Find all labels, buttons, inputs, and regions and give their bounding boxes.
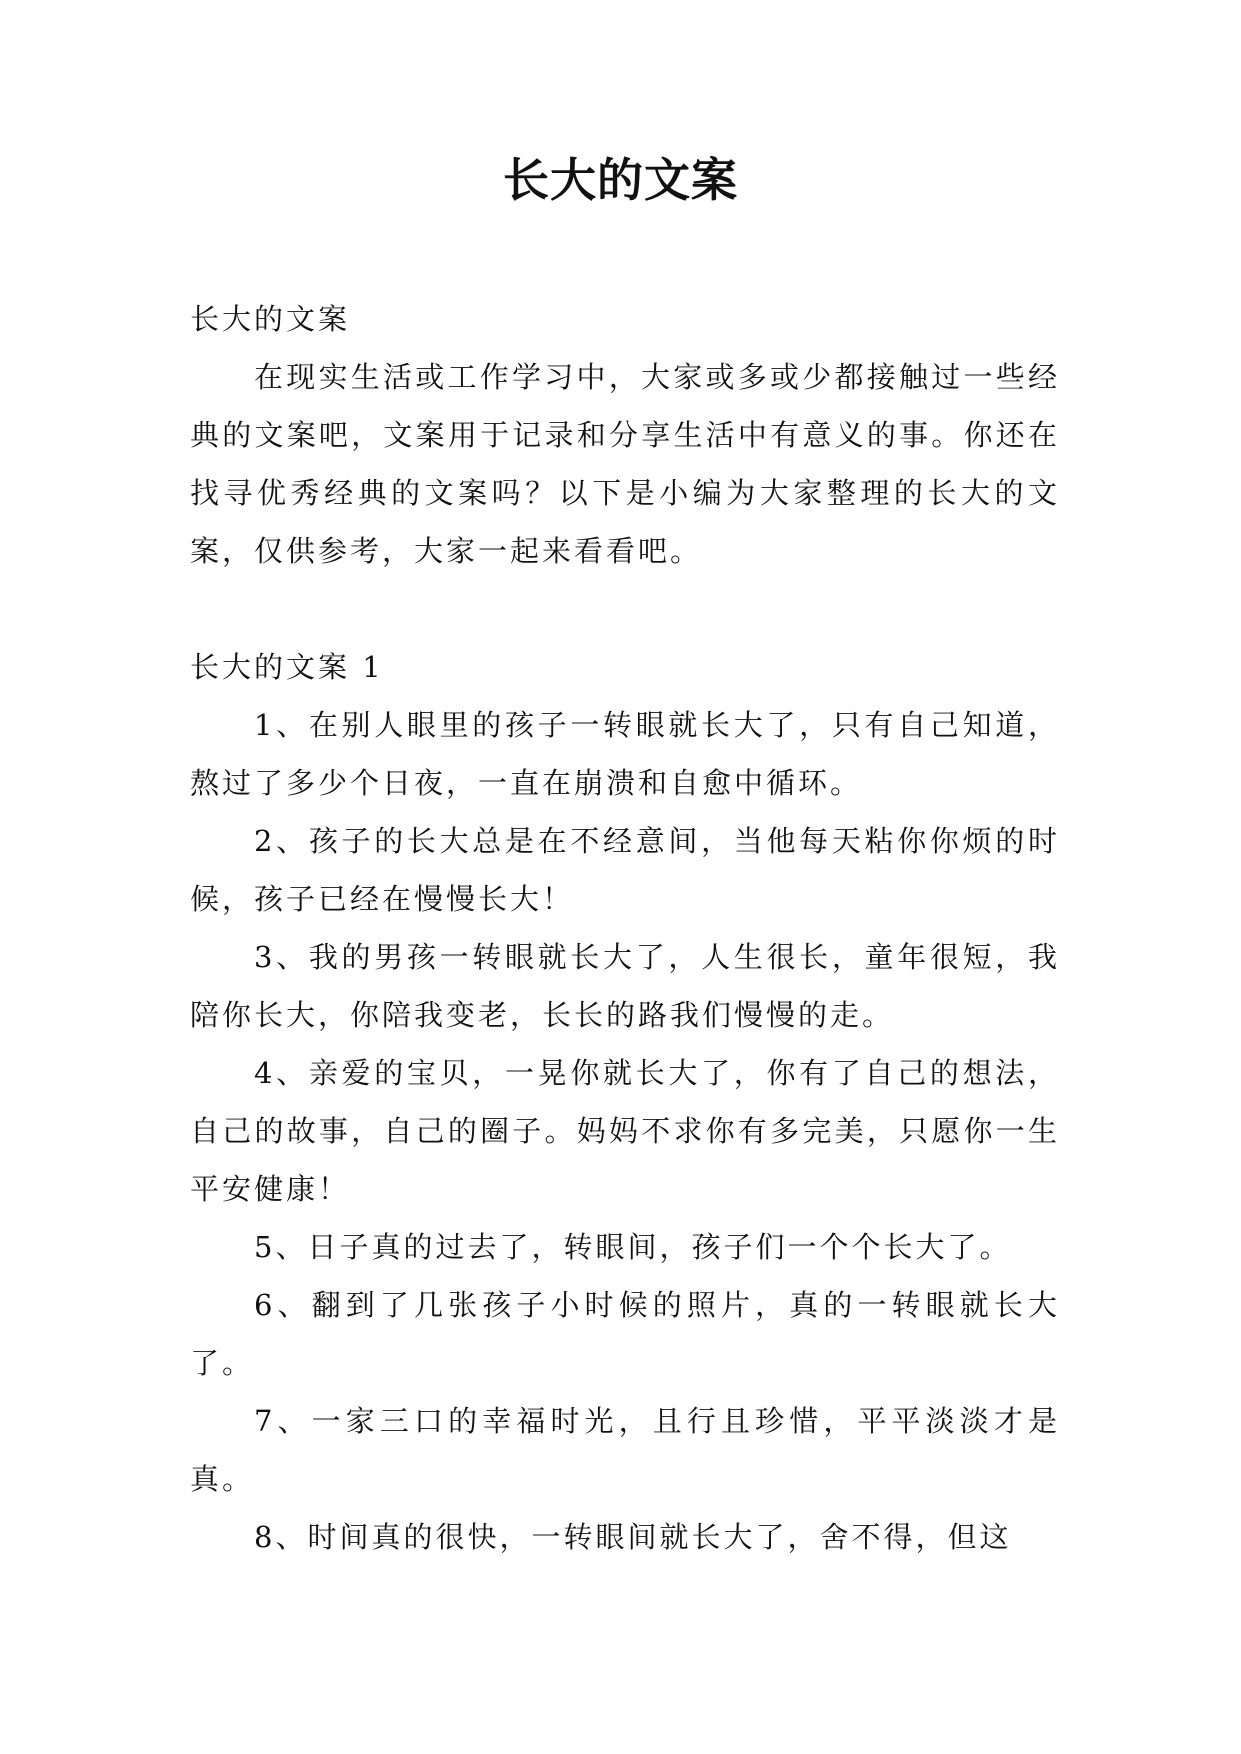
list-item: 4、亲爱的宝贝，一晃你就长大了，你有了自己的想法，自己的故事，自己的圈子。妈妈不求你有多完美，只愿你一生平安健康！	[190, 1056, 1060, 1206]
list-item: 1、在别人眼里的孩子一转眼就长大了，只有自己知道，熬过了多少个日夜，一直在崩溃和自愈中循环。	[190, 708, 1060, 800]
list-item: 7、一家三口的幸福时光，且行且珍惜，平平淡淡才是真。	[190, 1404, 1060, 1496]
intro-heading: 长大的文案	[190, 302, 351, 336]
document-body	[190, 290, 1060, 1566]
list-item: 5、日子真的过去了，转眼间，孩子们一个个长大了。	[254, 1230, 1012, 1264]
paragraph-gap	[190, 580, 1060, 638]
list-item: 6、翻到了几张孩子小时候的照片，真的一转眼就长大了。	[190, 1288, 1060, 1380]
section-heading: 长大的文案 1	[190, 650, 384, 684]
list-item: 8、时间真的很快，一转眼间就长大了，舍不得，但这	[254, 1520, 1012, 1554]
intro-paragraph: 在现实生活或工作学习中，大家或多或少都接触过一些经典的文案吧，文案用于记录和分享生活中有意义的事。你还在找寻优秀经典的文案吗？以下是小编为大家整理的长大的文案，仅供参考，大家一起来看看吧。	[190, 360, 1060, 568]
list-item: 3、我的男孩一转眼就长大了，人生很长，童年很短，我陪你长大，你陪我变老，长长的路我们慢慢的走。	[190, 940, 1060, 1032]
list-item: 2、孩子的长大总是在不经意间，当他每天粘你你烦的时候，孩子已经在慢慢长大！	[190, 824, 1060, 916]
document-title: 长大的文案	[503, 153, 738, 207]
